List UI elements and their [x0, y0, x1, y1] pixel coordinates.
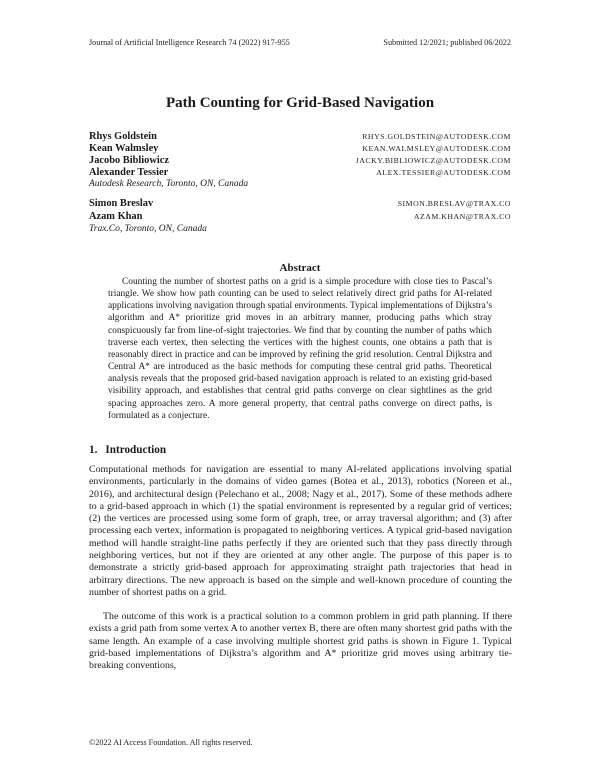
- copyright-footer: ©2022 AI Access Foundation. All rights reserved.: [89, 738, 253, 747]
- abstract-heading: Abstract: [279, 262, 321, 274]
- journal-citation: Journal of Artificial Intelligence Research 74 (2022) 917-955: [89, 38, 290, 47]
- author-name: Simon Breslav: [89, 198, 154, 209]
- author-email[interactable]: JACKY.BIBLIOWICZ@AUTODESK.COM: [355, 156, 511, 165]
- author-email[interactable]: AZAM.KHAN@TRAX.CO: [413, 212, 511, 221]
- author-row: [89, 167, 511, 179]
- affiliation: Autodesk Research, Toronto, ON, Canada: [89, 179, 249, 189]
- section-title: Introduction: [105, 444, 167, 456]
- section-heading: [89, 444, 174, 456]
- affiliation: Trax.Co, Toronto, ON, Canada: [89, 224, 207, 234]
- author-name: Alexander Tessier: [89, 167, 169, 178]
- paper-title: Path Counting for Grid-Based Navigation: [165, 95, 435, 111]
- author-email[interactable]: RHYS.GOLDSTEIN@AUTODESK.COM: [362, 132, 511, 141]
- submission-dates: Submitted 12/2021; published 06/2022: [383, 38, 511, 47]
- abstract-text: Counting the number of shortest paths on a grid is a simple procedure with close ties to Pascal’s triangle. We show how path counting can be used to select relatively direct grid paths for AI-related applications involving navigation through spatial environments. Typical implementations of Dijkstra’s algorithm and A* prioritize grid moves in an arbitrary manner, producing paths which stray conspicuously far from line-of-sight trajectories. We find that by counting the number of paths which traverse each vertex, then selecting the vertices with the highest counts, one obtains a path that is reasonably direct in practice and can be improved by refining the grid resolution. Central Dijkstra and Central A* are introduced as the basic methods for computing these central grid paths. Theoretical analysis reveals that the proposed grid-based navigation approach is related to an existing grid-based visibility approach, and establishes that central grid paths converge on clear sightlines as the grid spacing approaches zero. A more general property, that central paths converge on direct paths, is formulated as a conjecture.: [108, 277, 492, 421]
- running-header: [89, 38, 511, 47]
- body-paragraph: Computational methods for navigation are essential to many AI-related applications involving spatial environments, particularly in the domains of video games (Botea et al., 2013), robotics (Noreen et al., 2016), and architectural design (Pelechano et al., 2008; Nagy et al., 2017). Some of these methods adhere to a grid-based approach in which (1) the spatial environment is represented by a regular grid of vertices; (2) the vertices are processed using some form of graph, tree, or array traversal algorithm; and (3) after processing each vertex, information is propagated to neighboring vertices. A typical grid-based navigation method will handle straight-line paths perfectly if they are oriented such that they pass directly through neighboring vertices, but not if they are oriented at any other angle. The purpose of this paper is to demonstrate a strictly grid-based approach for approximating straight path trajectories that head in arbitrary directions. The new approach is based on the simple and well-known procedure of counting the number of shortest paths on a grid.: [89, 464, 512, 598]
- author-row: [89, 198, 511, 210]
- author-email[interactable]: KEAN.WALMSLEY@AUTODESK.COM: [362, 144, 511, 153]
- author-row: [89, 211, 511, 223]
- author-email[interactable]: SIMON.BRESLAV@TRAX.CO: [397, 199, 511, 208]
- author-email[interactable]: ALEX.TESSIER@AUTODESK.COM: [376, 168, 511, 177]
- section-number: 1.: [89, 444, 98, 456]
- author-name: Kean Walmsley: [89, 143, 159, 154]
- author-row: [89, 155, 511, 167]
- author-name: Azam Khan: [89, 211, 143, 222]
- body-paragraph: The outcome of this work is a practical solution to a common problem in grid path planning. If there exists a grid path from some vertex A to another vertex B, there are often many shortest grid paths with the same length. An example of a case involving multiple shortest grid paths is shown in Figure 1. Typical grid-based implementations of Dijkstra’s algorithm and A* prioritize grid moves using arbitrary tie-breaking conventions,: [89, 611, 512, 672]
- author-row: [89, 143, 511, 155]
- author-name: Rhys Goldstein: [89, 131, 157, 142]
- author-name: Jacobo Bibliowicz: [89, 155, 169, 166]
- author-row: [89, 131, 511, 143]
